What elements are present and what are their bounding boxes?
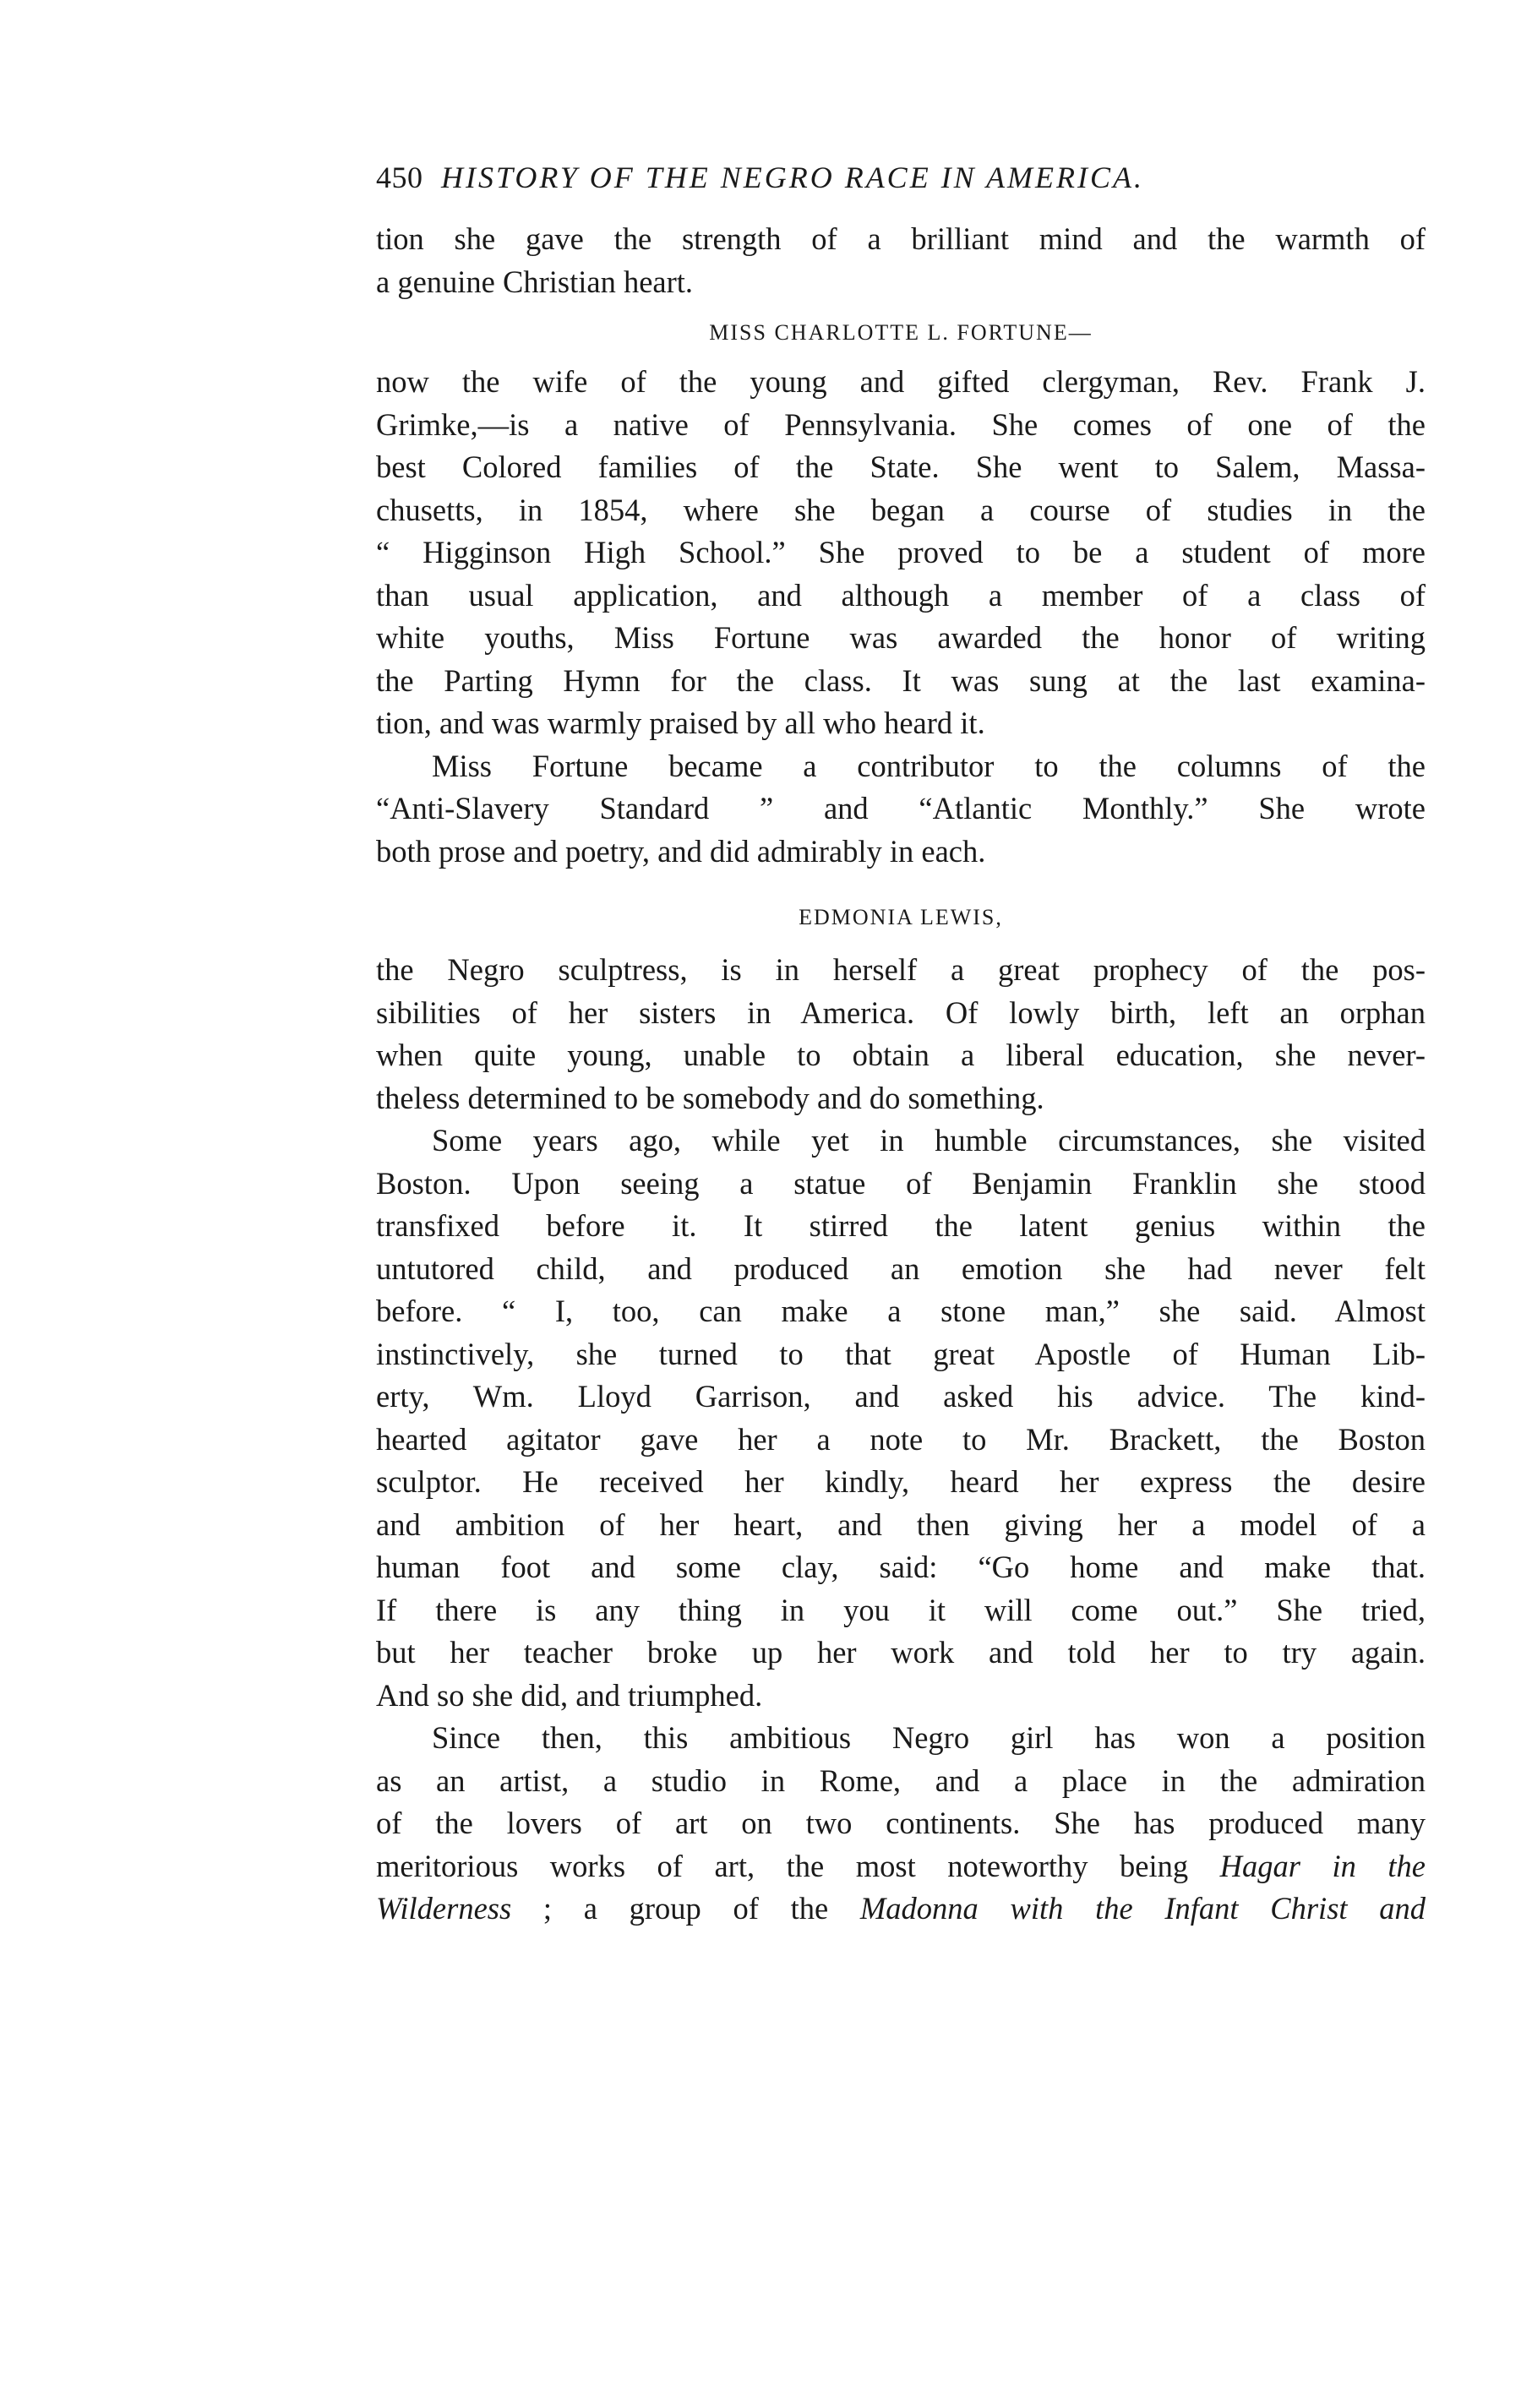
- text-line: [376, 1802, 1426, 1845]
- page-body: [376, 218, 1426, 1931]
- text-run: sculptor. He received her kindly, heard her express the desire: [376, 1464, 1426, 1499]
- paragraph: [376, 361, 1426, 745]
- text-run: but her teacher broke up her work and told her to try again.: [376, 1635, 1426, 1670]
- text-run: And so she did, and triumphed.: [376, 1677, 763, 1713]
- text-run: the Parting Hymn for the class. It was sung at the last examina-: [376, 662, 1426, 698]
- text-line: [376, 575, 1426, 618]
- text-run: than usual application, and although a member of a class of: [376, 577, 1426, 613]
- text-line: [376, 1760, 1426, 1803]
- text-run: Some years ago, while yet in humble circumstances, she visited: [432, 1123, 1426, 1158]
- text-run: a genuine Christian heart.: [376, 264, 694, 299]
- text-run: white youths, Miss Fortune was awarded the honor of writing: [376, 620, 1426, 655]
- text-run: sibilities of her sisters in America. Of lowly birth, left an orphan: [376, 994, 1426, 1030]
- italic-title: Madonna with the Infant Christ and: [859, 1891, 1426, 1926]
- text-run: meritorious works of art, the most noteworthy being: [376, 1848, 1220, 1883]
- running-head: [376, 152, 1426, 203]
- text-line: [376, 1120, 1426, 1163]
- paragraph: [376, 745, 1426, 874]
- text-line: [376, 702, 1426, 745]
- text-run: If there is any thing in you it will come out.” She tried,: [376, 1592, 1426, 1627]
- text-run: hearted agitator gave her a note to Mr. Brackett, the Boston: [376, 1421, 1426, 1457]
- text-line: [376, 1717, 1426, 1760]
- text-line: [376, 1034, 1426, 1077]
- text-line: [376, 1675, 1426, 1718]
- text-run: both prose and poetry, and did admirably in each.: [376, 833, 986, 869]
- text-run: instinctively, she turned to that great Apostle of Human Lib-: [376, 1336, 1426, 1371]
- text-run: Since then, this ambitious Negro girl has won a position: [432, 1720, 1426, 1755]
- text-line: [376, 617, 1426, 660]
- text-run: Miss Fortune became a contributor to the columns of the: [432, 748, 1426, 783]
- book-page: [376, 152, 1426, 1931]
- text-line: [376, 1205, 1426, 1248]
- text-run: before. “ I, too, can make a stone man,” she said. Almost: [376, 1294, 1426, 1328]
- paragraph: [376, 949, 1426, 1120]
- text-line: [376, 1845, 1426, 1888]
- text-run: as an artist, a studio in Rome, and a place in the admiration: [376, 1762, 1426, 1798]
- text-run: ; a group of the: [511, 1891, 860, 1926]
- text-line: [376, 787, 1426, 831]
- section-heading: MISS CHARLOTTE L. FORTUNE—: [709, 320, 1093, 345]
- text-line: [376, 1333, 1426, 1376]
- text-line: [376, 404, 1426, 447]
- text-line: [376, 1632, 1426, 1675]
- text-line: [376, 1163, 1426, 1206]
- paragraph: [376, 1717, 1426, 1931]
- text-run: Boston. Upon seeing a statue of Benjamin Franklin she stood: [376, 1165, 1426, 1201]
- text-line: [376, 1248, 1426, 1291]
- text-run: transfixed before it. It stirred the latent genius within the: [376, 1208, 1426, 1243]
- italic-title: Hagar in the: [1219, 1848, 1426, 1883]
- text-run: “ Higginson High School.” She proved to be a student of more: [376, 535, 1426, 569]
- text-line: [376, 531, 1426, 575]
- text-run: chusetts, in 1854, where she began a course of studies in the: [376, 492, 1426, 527]
- text-run: theless determined to be somebody and do something.: [376, 1080, 1044, 1115]
- text-line: [376, 446, 1426, 489]
- text-run: tion she gave the strength of a brilliant mind and the warmth of: [376, 221, 1426, 256]
- text-line: [376, 1888, 1426, 1931]
- text-run: tion, and was warmly praised by all who heard it.: [376, 706, 985, 740]
- text-line: [376, 1419, 1426, 1462]
- italic-title: Wilderness: [376, 1891, 512, 1926]
- running-title: HISTORY OF THE NEGRO RACE IN AMERICA.: [441, 161, 1144, 194]
- text-line: [376, 1290, 1426, 1333]
- text-line: [376, 949, 1426, 992]
- section-heading: EDMONIA LEWIS,: [799, 905, 1003, 929]
- text-line: [376, 361, 1426, 404]
- text-run: human foot and some clay, said: “Go home and make that.: [376, 1550, 1426, 1584]
- text-run: and ambition of her heart, and then giving her a model of a: [376, 1506, 1426, 1542]
- text-line: [376, 1504, 1426, 1547]
- text-line: [376, 992, 1426, 1035]
- text-line: [376, 831, 1426, 874]
- text-line: [376, 1589, 1426, 1632]
- text-line: [376, 489, 1426, 532]
- text-run: now the wife of the young and gifted clergyman, Rev. Frank J.: [376, 364, 1426, 399]
- text-run: untutored child, and produced an emotion she had never felt: [376, 1250, 1426, 1286]
- paragraph: [376, 218, 1426, 303]
- paragraph: [376, 1120, 1426, 1717]
- text-line: [376, 1461, 1426, 1504]
- page-number: 450: [376, 161, 423, 194]
- text-run: when quite young, unable to obtain a liberal education, she never-: [376, 1038, 1426, 1072]
- text-line: [376, 1077, 1426, 1120]
- text-run: Grimke,—is a native of Pennsylvania. She comes of one of the: [376, 406, 1426, 442]
- text-line: [376, 660, 1426, 703]
- text-line: [376, 261, 1426, 304]
- text-run: best Colored families of the State. She went to Salem, Massa-: [376, 449, 1426, 484]
- text-run: of the lovers of art on two continents. She has produced many: [376, 1806, 1426, 1840]
- text-line: [376, 218, 1426, 261]
- text-run: erty, Wm. Lloyd Garrison, and asked his advice. The kind-: [376, 1379, 1426, 1414]
- text-run: the Negro sculptress, is in herself a great prophecy of the pos-: [376, 952, 1426, 987]
- text-line: [376, 1376, 1426, 1419]
- text-line: [376, 745, 1426, 788]
- text-line: [376, 1546, 1426, 1589]
- text-run: “Anti-Slavery Standard ” and “Atlantic Monthly.” She wrote: [376, 791, 1426, 825]
